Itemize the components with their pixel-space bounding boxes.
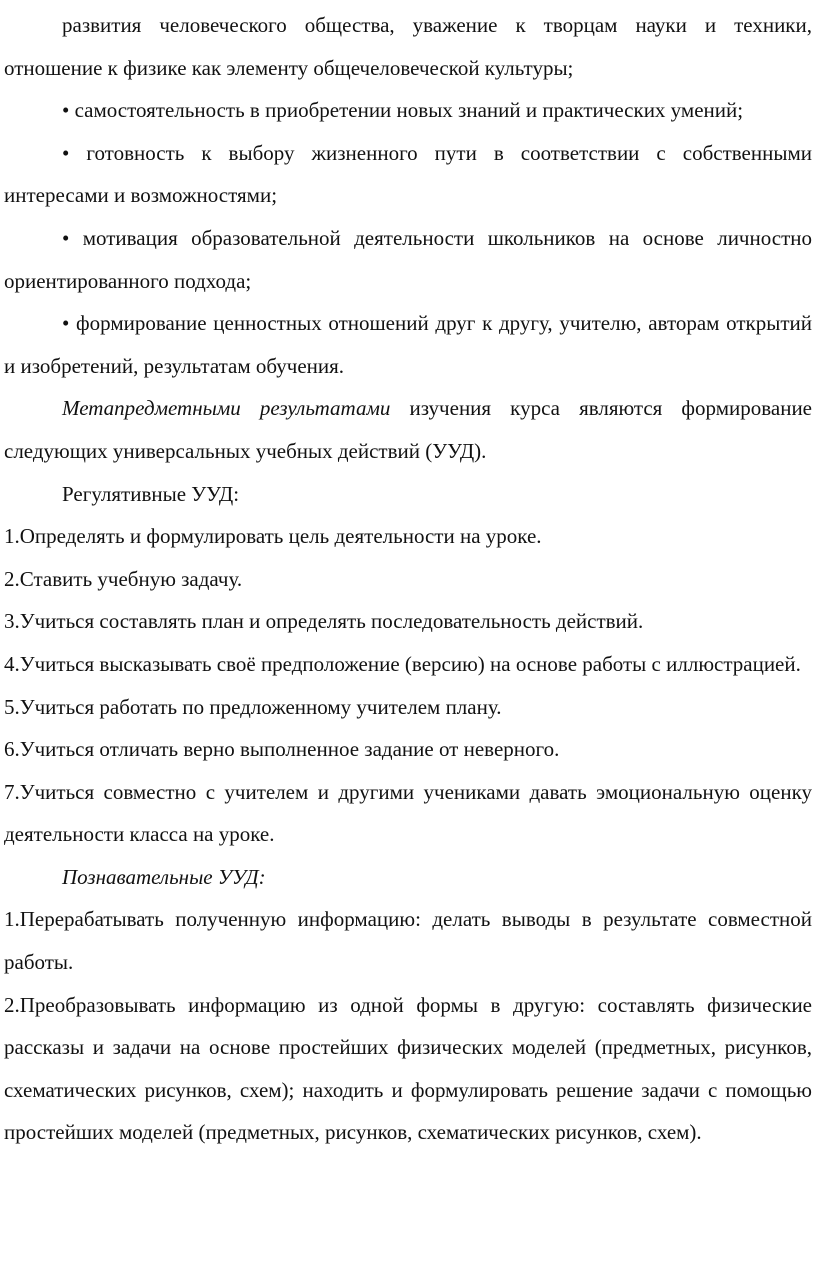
bullet-text: • мотивация образовательной деятельности школьников на основе личностно ориентированного подхода; xyxy=(4,225,812,293)
regulatory-item-4 xyxy=(4,643,812,686)
list-item-text: 6.Учиться отличать верно выполненное задание от неверного. xyxy=(4,737,560,762)
list-item-text: 4.Учиться высказывать своё предположение (версию) на основе работы с иллюстрацией. xyxy=(4,651,801,676)
list-item-text: 5.Учиться работать по предложенному учителем плану. xyxy=(4,694,502,719)
regulatory-item-3 xyxy=(4,600,812,643)
regulatory-item-1 xyxy=(4,515,812,558)
paragraph-values-continuation xyxy=(4,4,812,89)
bullet-life-path xyxy=(4,132,812,217)
metasubject-results-term: Метапредметными результатами xyxy=(62,396,391,421)
list-item-text: 2.Преобразовывать информацию из одной формы в другую: составлять физические рассказы и задачи на основе простейших физических моделей (предметных, рисунков, схематических рисунков, схем); находить и формулировать решение задачи с помощью простейших моделей (предметных, рисунков, схематических рисунков, схем). xyxy=(4,992,812,1145)
list-item-text: 1.Определять и формулировать цель деятельности на уроке. xyxy=(4,524,542,549)
bullet-motivation xyxy=(4,217,812,302)
cognitive-item-1 xyxy=(4,898,812,983)
bullet-self-reliance xyxy=(4,89,812,132)
list-item-text: 3.Учиться составлять план и определять последовательность действий. xyxy=(4,609,644,634)
list-item-text: 2.Ставить учебную задачу. xyxy=(4,566,243,591)
list-item-text: 7.Учиться совместно с учителем и другими учениками давать эмоциональную оценку деятельности класса на уроке. xyxy=(4,779,812,847)
regulatory-item-7 xyxy=(4,771,812,856)
regulatory-item-5 xyxy=(4,686,812,729)
paragraph-text: развития человеческого общества, уважение к творцам науки и техники, отношение к физике как элементу общечеловеческой культуры; xyxy=(4,13,812,80)
heading-cognitive-uud xyxy=(4,856,812,899)
bullet-text: • формирование ценностных отношений друг к другу, учителю, авторам открытий и изобретений, результатам обучения. xyxy=(4,311,812,378)
paragraph-metasubject-results xyxy=(4,387,812,472)
heading-text: Познавательные УУД: xyxy=(62,864,266,889)
regulatory-item-6 xyxy=(4,728,812,771)
cognitive-item-2 xyxy=(4,984,812,1154)
regulatory-item-2 xyxy=(4,558,812,601)
bullet-text: • самостоятельность в приобретении новых знаний и практических умений; xyxy=(62,98,744,123)
heading-text: Регулятивные УУД: xyxy=(62,481,240,506)
heading-regulatory-uud xyxy=(4,473,812,516)
bullet-value-relations xyxy=(4,302,812,387)
list-item-text: 1.Перерабатывать полученную информацию: делать выводы в результате совместной работы. xyxy=(4,907,812,975)
bullet-text: • готовность к выбору жизненного пути в соответствии с собственными интересами и возможностями; xyxy=(4,140,812,208)
paragraph-text: изучения курса являются формирование следующих универсальных учебных действий (УУД). xyxy=(4,396,812,463)
